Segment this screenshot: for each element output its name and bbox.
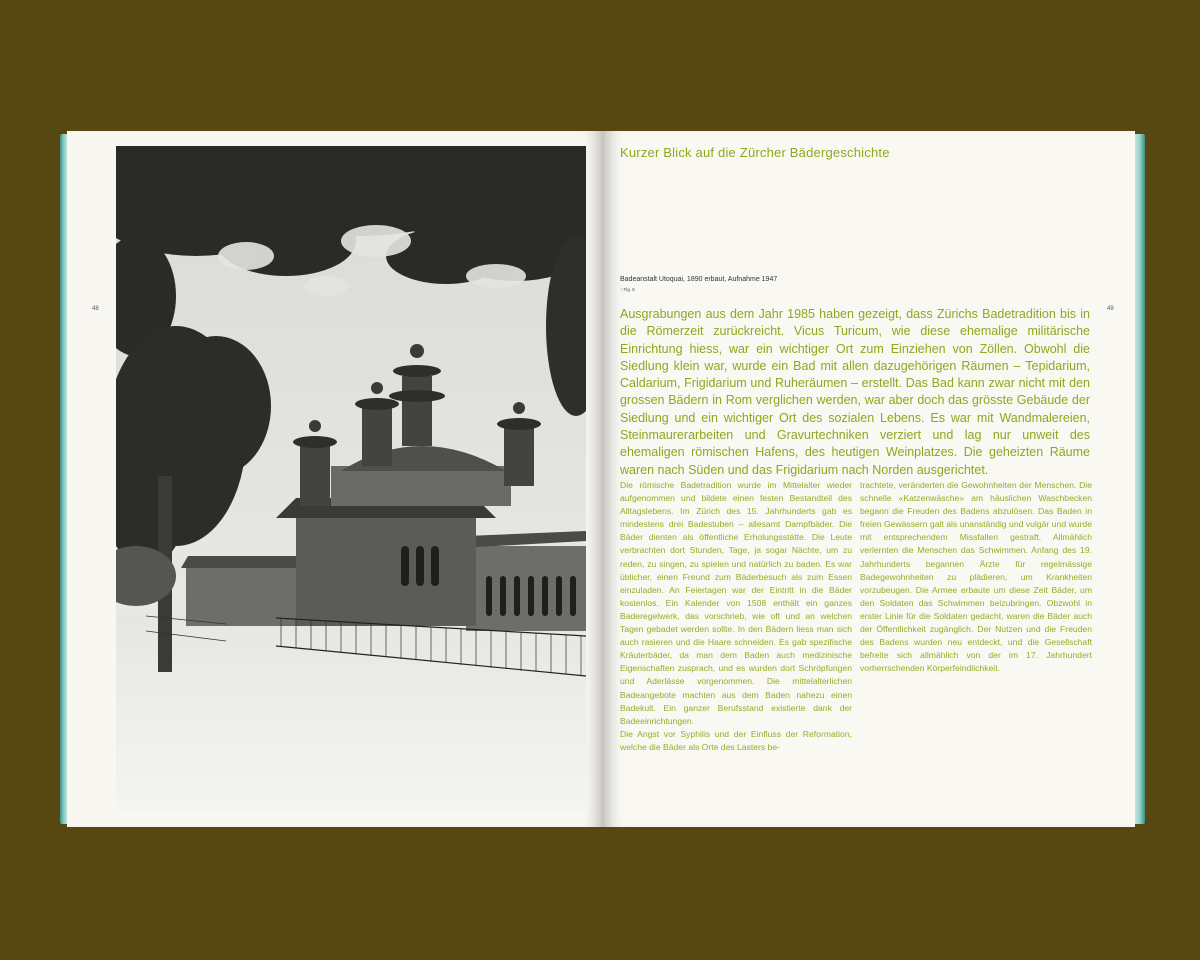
- bath-house-illustration: [116, 146, 586, 812]
- text-column-2: [860, 479, 1092, 675]
- text-column-1: [620, 479, 852, 754]
- page-number-left: 48: [92, 306, 99, 312]
- intro-paragraph: Ausgrabungen aus dem Jahr 1985 haben gezeigt, dass Zürichs Badetradition bis in die Römerzeit zurückreicht. Vicus Turicum, wie diese ehemalige militärische Einrichtung hiess, war ein wichtiger Ort zum Einziehen von Zöllen. Obwohl die Siedlung klein war, wurde ein Bad mit allen dazugehörigen Räumen – Tepidarium, Caldarium, Frigidarium und Ruheräumen – erstellt. Das Bad kann zwar nicht mit den grossen Bädern in Rom verglichen werden, war aber doch das grösste Gebäude der Siedlung und ein wichtiger Ort des sozialen Lebens. Es war mit Wandmalereien, Steinmaurerarbeiten und Gravurtechniken verziert und lag nur unweit des ehemaligen römischen Hafens, des heutigen Weinplatzes. Die geheizten Räume waren nach Süden und das Frigidarium nach Norden ausgerichtet.: [620, 307, 1090, 477]
- body-paragraph: Die römische Badetradition wurde im Mittelalter wieder aufgenommen und bildete einen festen Bestandteil des Alltagslebens. Im Zürich des 15. Jahrhunderts gab es mindestens drei Badestuben – allesamt Dampfbäder. Die Bäder dienten als öffentliche Erholungsstätte. Die Leute verbrachten dort Stunden, Tage, ja sogar Nächte, um zu reden, zu singen, zu spielen und natürlich zu baden. Es war üblicher, einen Freund zum Bäderbesuch als zum Essen einzuladen. An Feiertagen war der Eintritt in die Bäder kostenlos. Ein Kalender von 1508 enthält ein ganzes Baderegelwerk, das vorschrieb, wie oft und an welchen Tagen gebadet werden sollte. In den Bädern liess man sich auch rasieren und die Haare schneiden. Es gab spezifische Kräuterbäder, da man dem Baden auch medizinische Eigenschaften zusprach, und es wurden dort Schröpfungen und Aderlässe vorgenommen. Die mittelalterlichen Badeangebote machten aus dem Baden nahezu einen Badekult. Ein ganzer Berufsstand existierte dank der Badeeinrichtungen.: [620, 480, 852, 726]
- photo-caption: Badeanstalt Utoquai, 1890 erbaut, Aufnahme 1947: [620, 276, 778, 283]
- article-heading: Kurzer Blick auf die Zürcher Bädergeschichte: [620, 145, 890, 160]
- page-number-right: 49: [1107, 306, 1114, 312]
- figure-reference: ↑ Fig. 6: [620, 287, 635, 292]
- body-paragraph: trachtete, veränderten die Gewohnheiten der Menschen. Die schnelle «Katzenwäsche» am häuslichen Waschbecken begann die Freuden des Badens abzulösen. Das Baden in freien Gewässern galt als unanständig und vulgär und wurde mit entsprechendem Missfallen gestraft. Allmählich verlernten die Menschen das Schwimmen. Anfang des 19. Jahrhunderts begannen Ärzte für regelmässige Badegewohnheiten zu plädieren, um Krankheiten vorzubeugen. Die Armee erbaute um diese Zeit Bäder, um den Soldaten das Schwimmen beizubringen. Obzwohl in erster Linie für die Soldaten gedacht, waren die Bäder auch der Öffentlichkeit zugänglich. Der Nutzen und die Freuden des Badens wurden neu entdeckt, und die Gesellschaft befreite sich allmählich von der im 17. Jahrhundert vorherrschenden Körperfeindlichkeit.: [860, 480, 1092, 674]
- bath-house-photo: [116, 146, 586, 812]
- body-paragraph: Die Angst vor Syphilis und der Einfluss der Reformation, welche die Bäder als Orte des Lasters be-: [620, 728, 852, 752]
